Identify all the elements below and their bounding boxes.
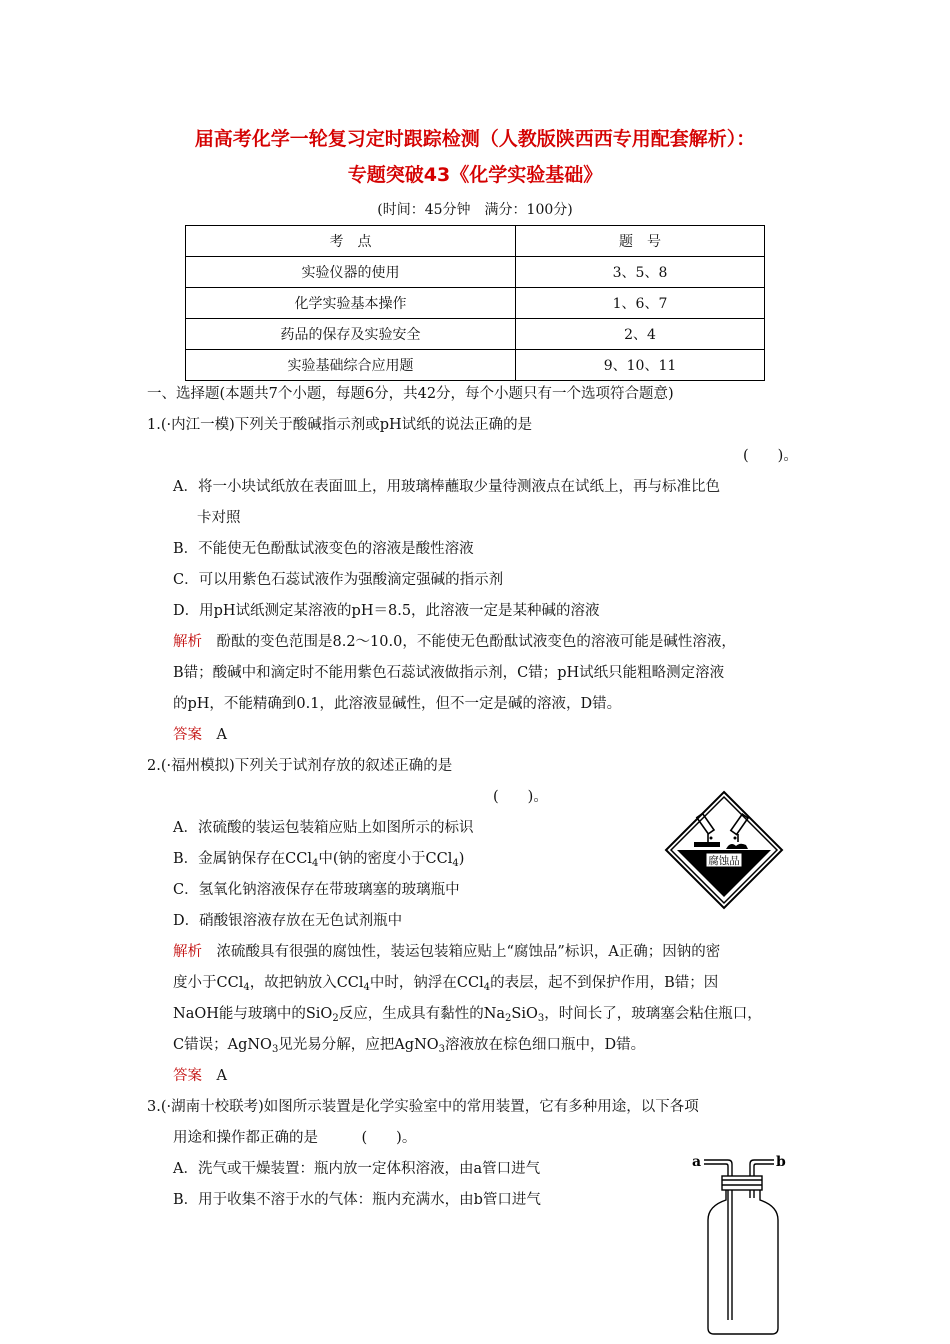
table-row <box>186 350 765 381</box>
topic-table <box>185 225 765 381</box>
tube-label-b: b <box>776 1154 786 1170</box>
q2-analysis-line1: 解析 浓硫酸具有很强的腐蚀性，装运包装箱应贴上“腐蚀品”标识，A正确；因钠的密 <box>173 944 721 960</box>
q3-option-b: B．用于收集不溶于水的气体：瓶内充满水，由b管口进气 <box>173 1192 541 1208</box>
q2-option-c: C．氢氧化钠溶液保存在带玻璃塞的玻璃瓶中 <box>173 882 460 898</box>
q2-stem: 2.(·福州模拟)下列关于试剂存放的叙述正确的是 <box>147 758 453 774</box>
gas-washing-bottle-icon <box>688 1148 798 1338</box>
analysis-label: 解析 <box>173 944 202 960</box>
table-cell: 药品的保存及实验安全 <box>186 319 516 350</box>
q1-option-a: A．将一小块试纸放在表面皿上，用玻璃棒蘸取少量待测液点在试纸上，再与标准比色 <box>173 479 720 495</box>
q2-analysis-line2: 度小于CCl$_4$，故把钠放入CCl$_4$中时，钠浮在CCl$_4$的表层，起不到保护作用，B错；因 <box>173 975 719 993</box>
table-cell: 9、10、11 <box>516 350 765 381</box>
table-row <box>186 319 765 350</box>
q1-answer <box>173 725 227 745</box>
answer-label: 答案 <box>173 1068 202 1084</box>
q3-stem-line2: 用途和操作都正确的是 ( )。 <box>173 1130 417 1146</box>
table-header-row <box>186 226 765 257</box>
table-header-cell: 题 号 <box>516 226 765 257</box>
q2-option-a: A．浓硫酸的装运包装箱应贴上如图所示的标识 <box>173 820 474 836</box>
answer-label: 答案 <box>173 727 202 743</box>
page-title-line2: 专题突破43《化学实验基础》 <box>347 164 603 186</box>
corrosive-hazard-icon <box>664 790 784 910</box>
hazard-label-text: 腐蚀品 <box>708 855 740 867</box>
table-cell: 1、6、7 <box>516 288 765 319</box>
q2-answer <box>173 1066 227 1086</box>
table-cell: 3、5、8 <box>516 257 765 288</box>
q1-option-d: D．用pH试纸测定某溶液的pH＝8.5，此溶液一定是某种碱的溶液 <box>173 603 600 619</box>
q1-option-a-cont: 卡对照 <box>197 510 241 526</box>
q3-option-a: A．洗气或干燥装置：瓶内放一定体积溶液，由a管口进气 <box>173 1161 541 1177</box>
analysis-label: 解析 <box>173 634 202 650</box>
table-cell: 实验基础综合应用题 <box>186 350 516 381</box>
q1-analysis-line3: 的pH，不能精确到0.1，此溶液显碱性，但不一定是碱的溶液，D错。 <box>173 696 622 712</box>
answer-value: A <box>216 727 227 743</box>
table-cell: 2、4 <box>516 319 765 350</box>
q2-analysis-line4: C错误；AgNO$_3$见光易分解，应把AgNO$_3$溶液放在棕色细口瓶中，D错。 <box>173 1037 646 1055</box>
section-heading: 一、选择题(本题共7个小题，每题6分，共42分，每个小题只有一个选项符合题意) <box>147 386 674 402</box>
q3-stem-line1: 3.(·湖南十校联考)如图所示装置是化学实验室中的常用装置，它有多种用途，以下各项 <box>147 1099 699 1115</box>
table-cell: 实验仪器的使用 <box>186 257 516 288</box>
table-row <box>186 257 765 288</box>
table-cell: 化学实验基本操作 <box>186 288 516 319</box>
page-title-line1: 届高考化学一轮复习定时跟踪检测（人教版陕西西专用配套解析）： <box>194 128 756 150</box>
exam-meta: (时间：45分钟 满分：100分) <box>377 202 573 218</box>
q1-analysis-line1 <box>173 632 736 652</box>
analysis-text: 酚酞的变色范围是8.2～10.0，不能使无色酚酞试液变色的溶液可能是碱性溶液， <box>216 634 736 650</box>
table-header-cell: 考 点 <box>186 226 516 257</box>
q2-option-b: B．金属钠保存在CCl$_4$中(钠的密度小于CCl$_4$) <box>173 851 465 869</box>
q1-analysis-line2: B错；酸碱中和滴定时不能用紫色石蕊试液做指示剂，C错；pH试纸只能粗略测定溶液 <box>173 665 725 681</box>
tube-label-a: a <box>692 1154 702 1170</box>
table-row <box>186 288 765 319</box>
q1-option-b: B．不能使无色酚酞试液变色的溶液是酸性溶液 <box>173 541 474 557</box>
q2-analysis-line3: NaOH能与玻璃中的SiO$_2$反应，生成具有黏性的$Na_2SiO_3$，时间长了，玻璃塞会粘住瓶口， <box>173 1006 762 1024</box>
q2-option-d: D．硝酸银溶液存放在无色试剂瓶中 <box>173 913 403 929</box>
q1-stem: 1.(·内江一模)下列关于酸碱指示剂或pH试纸的说法正确的是 <box>147 417 533 433</box>
q1-answer-blank: ( )。 <box>743 448 798 464</box>
answer-value: A <box>216 1068 227 1084</box>
q2-answer-blank: ( )。 <box>493 789 548 805</box>
q1-option-c: C．可以用紫色石蕊试液作为强酸滴定强碱的指示剂 <box>173 572 504 588</box>
